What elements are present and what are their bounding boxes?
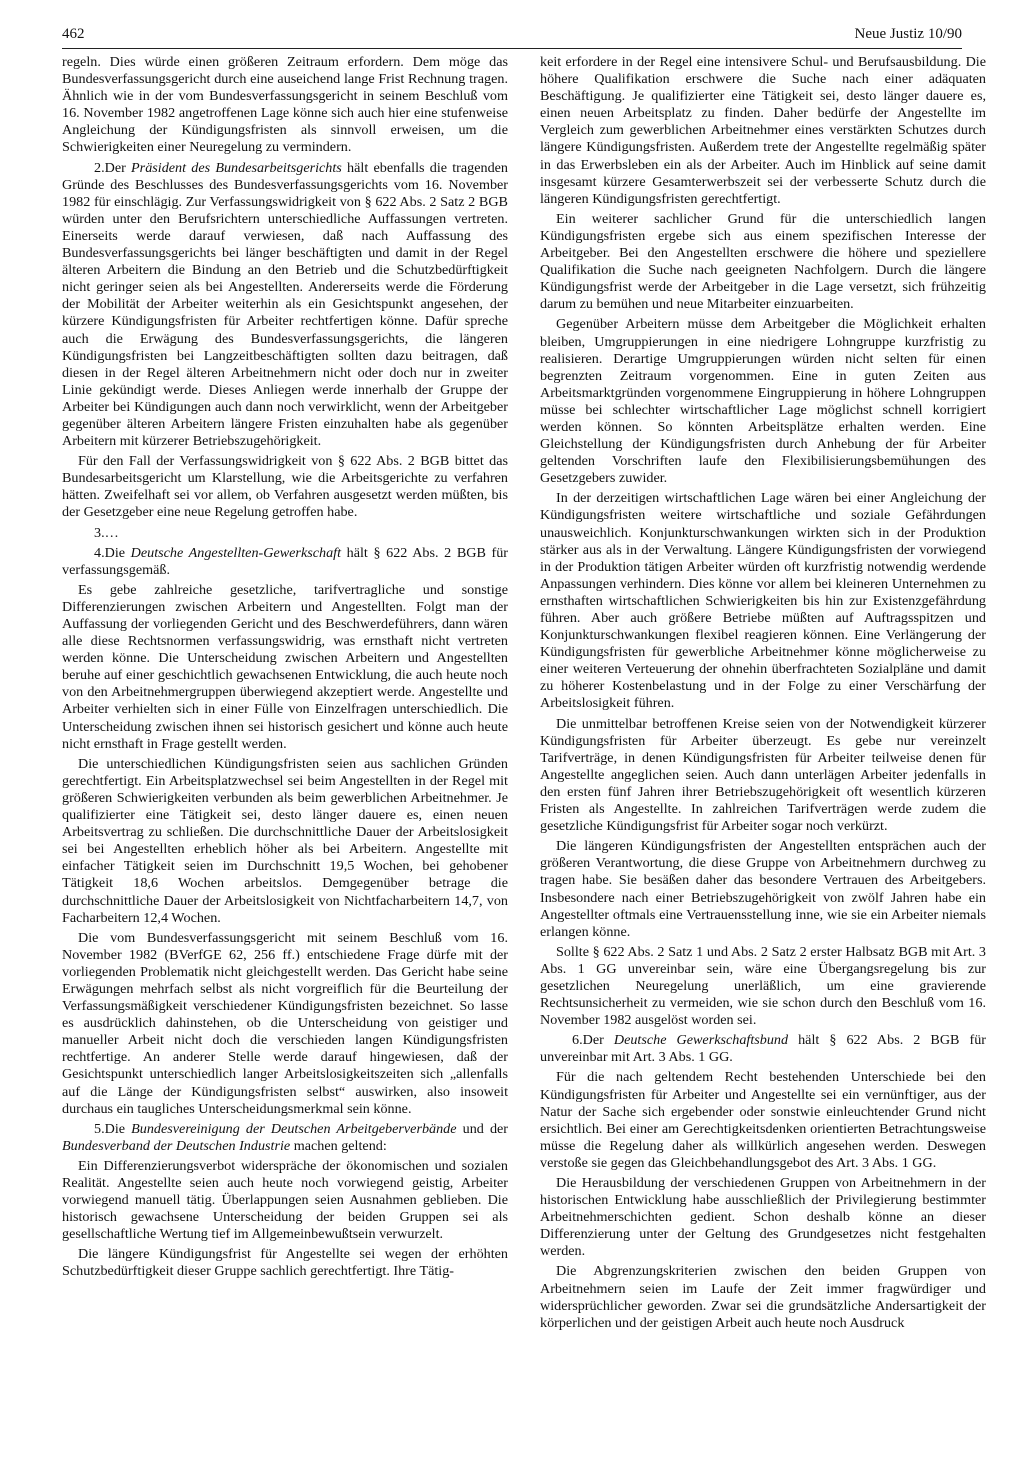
item-number: 6.: [572, 1032, 583, 1049]
institution-name: Bundesverband der Deutschen Industrie: [62, 1137, 291, 1154]
paragraph-text: und der: [456, 1120, 509, 1137]
paragraph: Ein weiterer sachlicher Grund für die unterschiedlich langen Kündigungsfristen ergebe sich aus einem spezifischen Interesse der Arbeitgeber. Bei den Angestellten erschwere die höhere und speziellere Qualifikation die Suche nach geeigneten Nachfolgern. Durch die längere Kündigungsfrist werde der Arbeitgeber in die Lage versetzt, sich frühzeitig darum zu bemühen und neue Mitarbeiter einzuarbeiten.: [540, 210, 986, 313]
paragraph: Die Herausbildung der verschiedenen Gruppen von Arbeitnehmern in der historischen Entwicklung habe ausschließlich der Privilegierung bestimmter Arbeitnehmerschichten gedient. Schon deshalb könne an dieser Differenzierung unter der Geltung des Grundgesetzes nicht festgehalten werden.: [540, 1175, 986, 1260]
right-column: [540, 54, 986, 1335]
paragraph-text: machen geltend:: [290, 1137, 387, 1154]
numbered-paragraph-6: [540, 1032, 986, 1066]
numbered-paragraph-5: [62, 1121, 508, 1155]
numbered-paragraph-2: [62, 160, 508, 451]
paragraph: regeln. Dies würde einen größeren Zeitraum erfordern. Dem möge das Bundesverfassungsgericht durch eine auseichend lange Frist Rechnung tragen. Ähnlich wie in der vom Bundesverfassungsgericht in seinem Beschluß vom 16. November 1982 angetroffenen Lage könne sich auch hier eine stufenweise Angleichung der Kündigungsfristen als sinnvoll erweisen, um die Schwierigkeiten einer Neuregelung zu vermindern.: [62, 54, 508, 156]
paragraph: Sollte § 622 Abs. 2 Satz 1 und Abs. 2 Satz 2 erster Halbsatz BGB mit Art. 3 Abs. 1 GG unvereinbar sein, wäre eine Übergangsregelung bis zur gesetzlichen Neuregelung unerläßlich, um eine gravierende Rechtsunsicherheit zu vermeiden, wie sie schon durch den Beschluß vom 16. November 1982 ausgelöst worden sei.: [540, 943, 986, 1029]
paragraph: Für die nach geltendem Recht bestehenden Unterschiede bei den Kündigungsfristen für Arbeiter und Angestellte sei ein vernünftiger, aus der Natur der Sache sich ergebender oder sonstwie einleuchtender Grund nicht ersichtlich. Bei einer am Gerechtigkeitsdenken orientierten Betrachtungsweise müsse die Regelung daher als willkürlich angesehen werden. Deswegen verstoße sie gegen das Gleichbehandlungsgebot des Art. 3 Abs. 1 GG.: [540, 1069, 986, 1171]
page-header: [62, 26, 962, 48]
paragraph: Gegenüber Arbeitern müsse dem Arbeitgeber die Möglichkeit erhalten bleiben, Umgruppierungen in eine niedrigere Lohngruppe kurzfristig zu realisieren. Derartige Umgruppierungen würden nicht selten für einen begrenzten Zeitraum vorgenommen. Eine in guten Zeiten aus Arbeitsmarktgründen vorgenommene Eingruppierung in höhere Lohngruppen müsse bei schlechter wirtschaftlicher Lage möglichst schnell korrigiert werden können. So könnten Arbeitsplätze erhalten werden. Eine Gleichstellung der Kündigungsfristen durch Anhebung der für Arbeiter geltenden Vorschriften laufe den Flexibilisierungsbemühungen des Gesetzgebers zuwider.: [540, 316, 986, 487]
institution-name: Deutsche Angestellten-Gewerkschaft: [130, 544, 341, 561]
item-number: 3.: [94, 524, 105, 541]
paragraph: Die Abgrenzungskriterien zwischen den beiden Gruppen von Arbeitnehmern seien im Laufe der Zeit immer fragwürdiger und widersprüchlicher geworden. Zwar sei die grundsätzliche Andersartigkeit der körperlichen und der geistigen Arbeit auch heute noch Ausdruck: [540, 1263, 986, 1331]
paragraph-text: hält § 622 Abs. 2 BGB für verfassungsgemäß.: [62, 544, 509, 578]
left-column: [62, 54, 508, 1284]
paragraph: Die längere Kündigungsfrist für Angestellte sei wegen der erhöhten Schutzbedürftigkeit dieser Gruppe sachlich gerechtfertigt. Ihre Tätig-: [62, 1246, 508, 1280]
paragraph-text: Die: [104, 1120, 132, 1137]
institution-name: Deutsche Gewerkschaftsbund: [613, 1032, 789, 1049]
institution-name: Präsident des Bundesarbeitsgerichts: [131, 159, 342, 176]
item-number: 4.: [94, 544, 105, 561]
item-number: 2.: [94, 159, 105, 176]
ellipsis: …: [104, 524, 119, 541]
paragraph: Die unmittelbar betroffenen Kreise seien von der Notwendigkeit kürzerer Kündigungsfristen für Arbeiter überzeugt. Es gebe nur vereinzelt Tarifverträge, in denen Kündigungsfristen für Arbeiter teilweise denen für Angestellte angeglichen seien. Auch dann unterlägen Arbeiter jedenfalls in den ersten fünf Jahren ihrer Betriebszugehörigkeit oft wesentlich kürzeren Fristen als Angestellte. In zahlreichen Tarifverträgen werde zudem die gesetzliche Kündigungsfrist für Arbeiter sogar noch verkürzt.: [540, 715, 986, 835]
numbered-paragraph-4: [62, 545, 508, 579]
paragraph-text: hält ebenfalls die tragenden Gründe des Beschlusses des Bundesverfassungsgerichts vom 16. November 1982 für einschlägig. Zur Verfassungswidrigkeit von § 622 Abs. 2 Satz 2 BGB würden unter den Berufsrichtern unterschiedliche Auffassungen vertreten. Einerseits werde darauf verwiesen, daß nach Auffassung des Bundesverfassungsgerichts bei länger beschäftigten und damit in der Regel älteren Arbeitern die Bindung an den Betrieb und die Schutzbedürftigkeit nicht geringer seien als bei Angestellten. Andererseits werde die Förderung der Mobilität der Arbeiter weiterhin als ein Gesichtspunkt angesehen, der kürzere Kündigungsfristen für Arbeiter rechtfertigen könne. Dafür spreche auch die Erwägung des Bundesverfassungsgerichts, die längeren Kündigungsfristen bei Langzeitbeschäftigten sollten dazu beitragen, daß diesen in der Regel älteren Arbeitnehmern nicht oder doch nur in zweiter Linie gekündigt werde. Dieses Anliegen werde innerhalb der Gruppe der Arbeiter bei Kündigungen auch dann noch verwirklicht, wenn der Arbeitgeber gegenüber älteren Arbeitern längere Fristen einzuhalten habe als gegenüber Arbeitern mit kürzerer Betriebszugehörigkeit.: [62, 159, 508, 450]
paragraph: Ein Differenzierungsverbot widerspräche der ökonomischen und sozialen Realität. Angestellte seien auch heute noch vorwiegend geistig, Arbeiter vorwiegend manuell tätig. Überlappungen seien Ausnahmen geblieben. Die historisch gewachsene Unterscheidung der beiden Gruppen sei als gesellschaftliche Wertung tief im Allgemeinbewußtsein verwurzelt.: [62, 1157, 508, 1243]
paragraph-text: Der: [104, 159, 132, 176]
paragraph: keit erfordere in der Regel eine intensivere Schul- und Berufsausbildung. Die höhere Qualifikation erschwere die Suche nach einer adäquaten Beschäftigung. Je qualifizierter eine Tätigkeit sei, desto länger dauere es, einen neuen Arbeitsplatz zu finden. Daher bedürfe der Angestellte im Vergleich zum gewerblichen Arbeitnehmer eines verstärkten Schutzes durch längere Kündigungsfristen. Außerdem trete der Angestellte regelmäßig später in das Erwerbsleben ein als der Arbeiter. Auch im Hinblick auf seine damit insgesamt kürzere Gesamterwerbszeit sei der verbesserte Schutz durch die längeren Kündigungsfristen gerechtfertigt.: [540, 54, 986, 207]
item-number: 5.: [94, 1120, 105, 1137]
paragraph: Für den Fall der Verfassungswidrigkeit von § 622 Abs. 2 BGB bittet das Bundesarbeitsgericht um Klarstellung, wie die Arbeitsgerichte zu verfahren hätten. Zweifelhaft sei vor allem, ob Verfahren ausgesetzt werden müßten, bis der Gesetzgeber eine neue Regelung getroffen habe.: [62, 453, 508, 521]
paragraph: Die vom Bundesverfassungsgericht mit seinem Beschluß vom 16. November 1982 (BVerfGE 62, 256 ff.) entschiedene Frage dürfe mit der vorliegenden Problematik nicht gleichgestellt werden. Das Gericht habe seine Erwägungen mehrfach selbst als nicht vorgreiflich für die Beurteilung der Verfassungsmäßigkeit verschiedener Kündigungsfristen bezeichnet. So lasse es ausdrücklich dahinstehen, ob die Unterscheidung von geistiger und manueller Arbeit nicht doch die verschieden langen Kündigungsfristen rechtfertige. An anderer Stelle werde darauf hingewiesen, daß der Gesichtspunkt unterschiedlich langer Arbeitslosigkeitszeiten sich „allenfalls auf die Länge der Kündigungsfristen selbst“ auswirken, also insoweit durchaus ein taugliches Unterscheidungsmerkmal sein könne.: [62, 929, 508, 1117]
paragraph-text: Der: [582, 1032, 614, 1049]
page-number: 462: [62, 26, 85, 42]
institution-name: Bundesvereinigung der Deutschen Arbeitgeberverbände: [131, 1120, 457, 1137]
paragraph-text: hält § 622 Abs. 2 BGB für unvereinbar mit Art. 3 Abs. 1 GG.: [540, 1032, 987, 1066]
paragraph: In der derzeitigen wirtschaftlichen Lage wären bei einer Angleichung der Kündigungsfristen weitere wirtschaftliche und soziale Gefährdungen unausweichlich. Konjunkturschwankungen wirkten sich in der Produktion stärker aus als in der Verwaltung. Längere Kündigungsfristen der vorwiegend in der Produktion tätigen Arbeiter würden oft kurzfristig notwendig werdende Anpassungen verhindern. Dies könne vor allem bei kleineren Unternehmen zu ernsthaften wirtschaftlichen Schwierigkeiten bis hin zur Existenzgefährdung führen. Aber auch größere Betriebe müßten auf Auftragsspitzen und Konjunkturschwankungen flexibel reagieren können. Eine Verlängerung der Kündigungsfristen für gewerbliche Arbeitnehmer könne möglicherweise zu einer weiteren Verteuerung der ohnehin überfrachteten Sozialpläne und damit zu höherer Kostenbelastung und in der Folge zu einer Verschärfung der Arbeitslosigkeit führen.: [540, 490, 986, 712]
paragraph-text: Die: [104, 544, 131, 561]
paragraph: Es gebe zahlreiche gesetzliche, tarifvertragliche und sonstige Differenzierungen zwischen Arbeitern und Angestellten. Folgt man der Auffassung der vorliegenden Gericht und des Beschwerdeführers, dann wären alle diese Rechtsnormen verfassungswidrig, was ernsthaft nicht vertreten werden könne. Die Unterscheidung zwischen Arbeitern und Angestellten beruhe auf einer geschichtlich gewachsenen Entwicklung, die auch heute noch von den Arbeitnehmergruppen überwiegend akzeptiert werde. Angestellte und Arbeiter verhielten sich in einer Fülle von Einzelfragen unterschiedlich. Die Unterscheidung zwischen ihnen sei historisch gesichert und könne auch heute nicht ernsthaft in Frage gestellt werden.: [62, 581, 508, 752]
header-rule: [62, 48, 962, 49]
paragraph: Die längeren Kündigungsfristen der Angestellten entsprächen auch der größeren Verantwortung, die diese Gruppe von Arbeitnehmern durchweg zu tragen habe. Sie besäßen daher das besondere Vertrauen des Arbeitgebers. Insbesondere nach einer Betriebszugehörigkeit von zwölf Jahren habe ein Angestellter oftmals eine Vertrauensstellung inne, wie sie ein Arbeiter niemals erlangen könne.: [540, 838, 986, 940]
paragraph: Die unterschiedlichen Kündigungsfristen seien aus sachlichen Gründen gerechtfertigt. Ein Arbeitsplatzwechsel sei beim Angestellten in der Regel mit größeren Schwierigkeiten verbunden als beim gewerblichen Arbeitnehmer. Je qualifizierter eine Tätigkeit sei, desto länger dauere es, einen neuen Arbeitsvertrag zu schließen. Die durchschnittliche Dauer der Arbeitslosigkeit sei bei Angestellten erheblich höher als bei Arbeitern. Angestellte mit einfacher Tätigkeit seien im Durchschnitt 19,5 Wochen, bei gehobener Tätigkeit 18,6 Wochen arbeitslos. Demgegenüber betrage die durchschnittliche Dauer der Arbeitslosigkeit von Nichtfacharbeitern 14,7, von Facharbeitern 12,4 Wochen.: [62, 755, 508, 926]
journal-title: Neue Justiz 10/90: [854, 26, 962, 42]
numbered-paragraph-3: [62, 525, 508, 542]
